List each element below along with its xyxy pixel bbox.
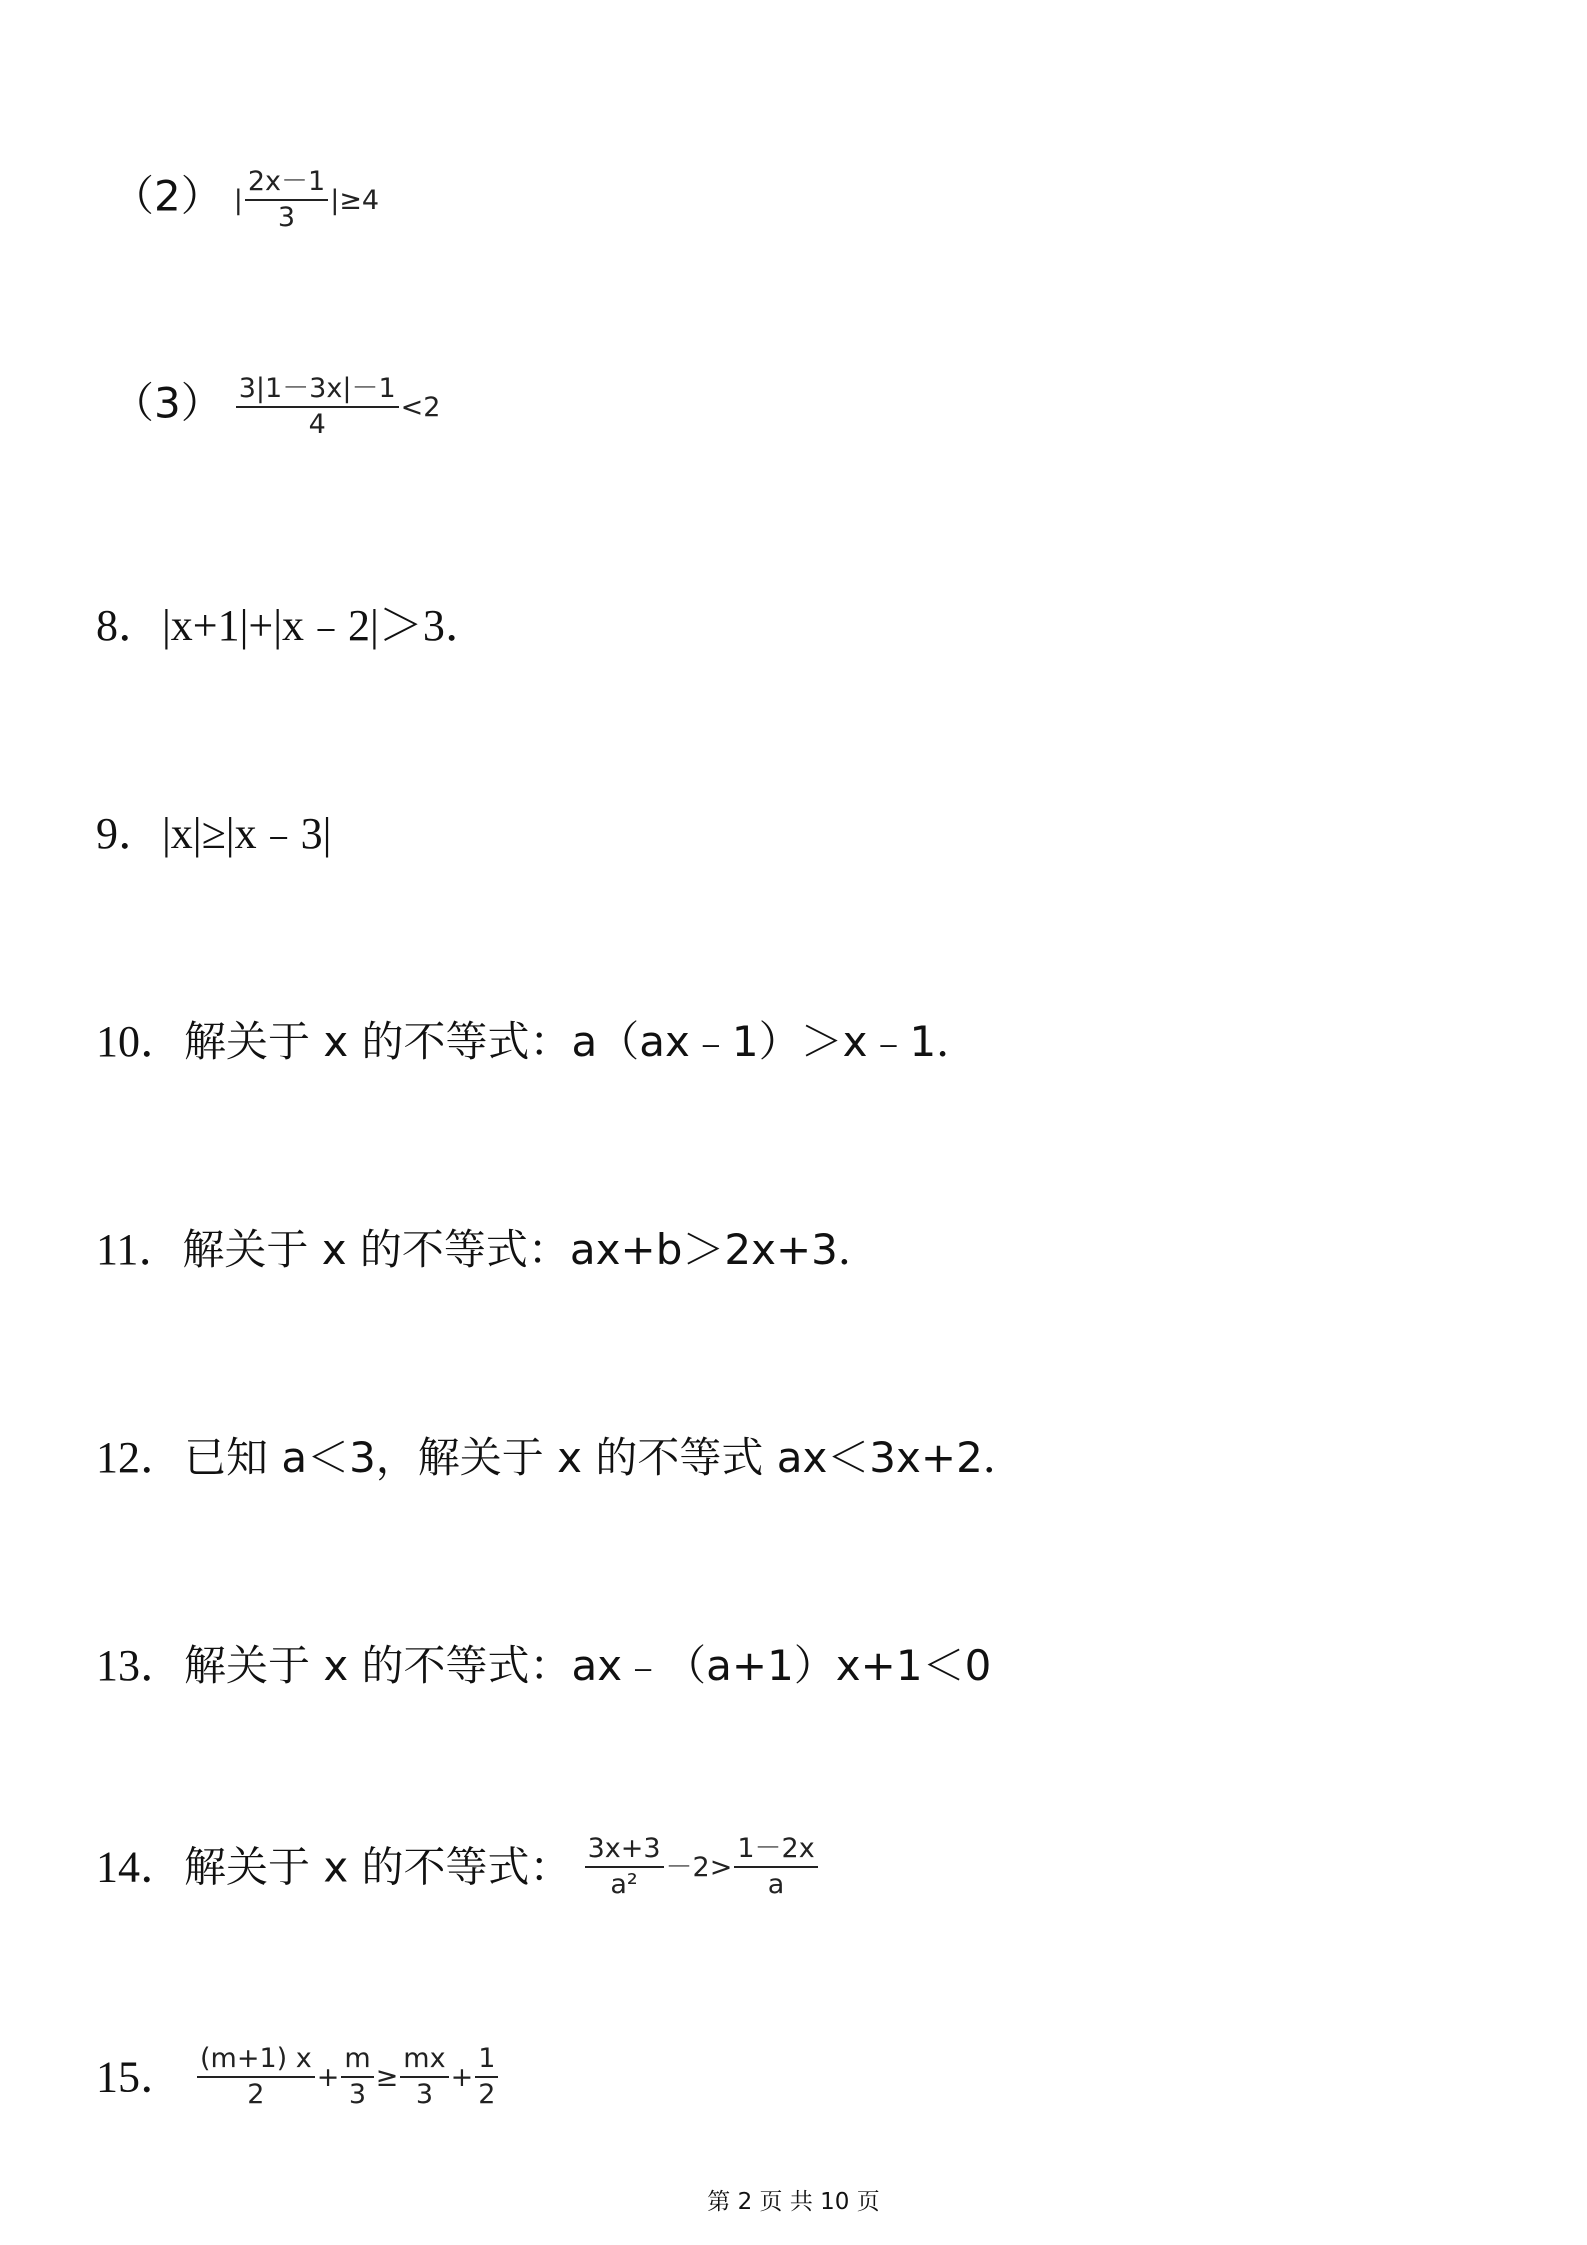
problem-number: 13． [96,1641,184,1690]
numerator: 2x－1 [245,168,328,201]
denominator: 3 [277,202,296,234]
problem-expression: |x|≥|x﹣3| [162,809,332,858]
numerator: mx [400,2045,448,2078]
fraction [236,375,399,440]
numerator: 3|1－3x|－1 [236,375,399,408]
problem-text: 解关于 x 的不等式： [184,1842,572,1892]
problem-number: 9． [96,809,162,858]
numerator: 1－2x [734,1835,817,1868]
gte-operator: ≥ [375,2061,399,2093]
problem-13 [96,1641,992,1690]
fraction-4 [475,2045,498,2110]
problem-15 [96,2045,500,2110]
abs-bar-left: | [233,184,243,216]
numerator: 3x+3 [585,1835,664,1868]
problem-11 [96,1225,880,1274]
plus-operator: + [450,2061,474,2093]
middle-operator: －2> [665,1851,733,1883]
fraction-2 [734,1835,817,1900]
plus-operator: + [316,2061,340,2093]
numerator: (m+1) x [197,2045,315,2078]
problem-number: 15． [96,2052,184,2102]
problem-12 [96,1433,1025,1482]
problem-7-3 [112,375,440,440]
denominator: 3 [348,2079,367,2111]
problem-expression: |x+1|+|x﹣2|＞3． [162,601,489,650]
problem-8 [96,601,489,650]
numerator: 1 [475,2045,498,2078]
problem-number: 14． [96,1842,184,1892]
problem-7-2 [112,168,379,233]
rhs: |≥4 [330,184,380,216]
page-footer: 第 2 页 共 10 页 [707,2189,880,2215]
denominator: 2 [247,2079,265,2111]
denominator: a [767,1869,785,1901]
denominator: a² [610,1869,638,1901]
problem-text: 解关于 x 的不等式：ax﹣（a+1）x+1＜0 [184,1641,992,1690]
fraction-1 [197,2045,315,2110]
problem-10 [96,1017,979,1066]
problem-text: 解关于 x 的不等式：a（ax﹣1）＞x﹣1． [184,1017,979,1066]
problem-text: 解关于 x 的不等式：ax+b＞2x+3． [182,1225,880,1274]
problem-number: 11． [96,1225,183,1274]
problem-9 [96,809,332,858]
problem-14 [96,1835,820,1900]
fraction-2 [341,2045,373,2110]
fraction-1 [585,1835,664,1900]
problem-number: 8． [96,601,162,650]
problem-number: 10． [96,1017,184,1066]
problem-text: 已知 a＜3，解关于 x 的不等式 ax＜3x+2． [184,1433,1025,1482]
fraction [245,168,328,233]
sub-label: （2） [112,171,223,221]
rhs: <2 [400,391,441,423]
numerator: m [341,2045,373,2078]
problem-number: 12． [96,1433,184,1482]
fraction-3 [400,2045,448,2110]
denominator: 2 [478,2079,496,2111]
sub-label: （3） [112,378,223,428]
denominator: 4 [308,409,326,441]
denominator: 3 [415,2079,434,2111]
